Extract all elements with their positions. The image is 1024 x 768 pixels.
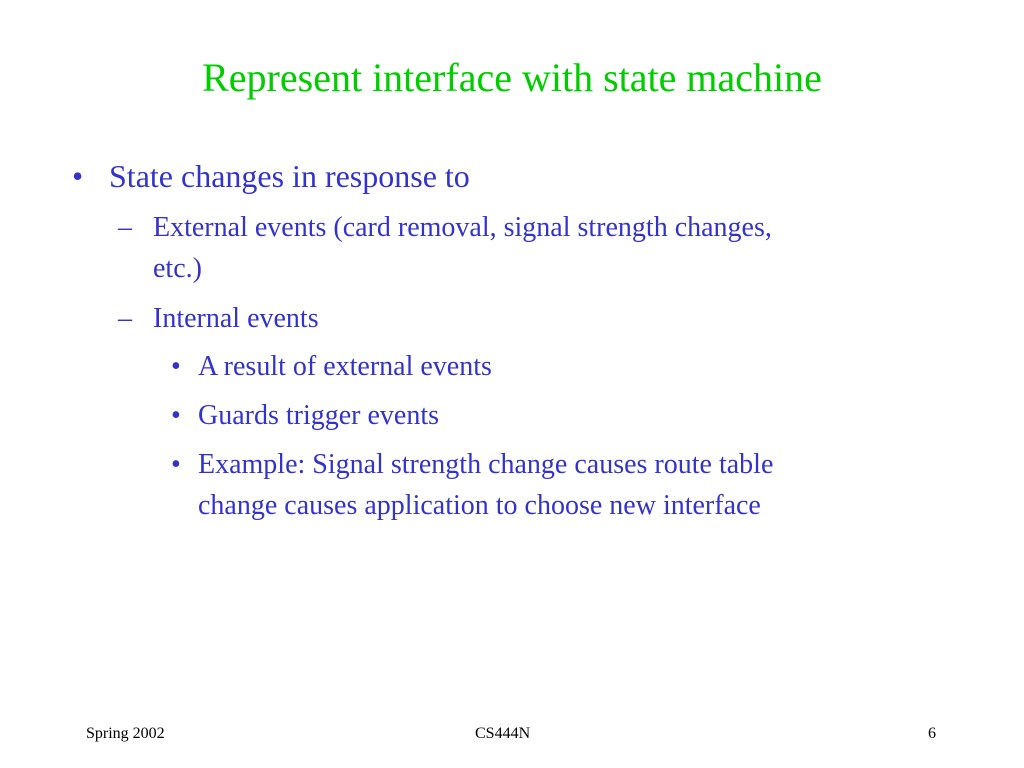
sub-bullet-text-external-events: External events (card removal, signal strength changes, [153, 212, 772, 243]
sub-sub-bullet-text-example: Example: Signal strength change causes route table [198, 449, 774, 480]
sub-sub-bullet-text-example-cont: change causes application to choose new interface [198, 490, 761, 521]
sub-sub-bullet-text-guards: Guards trigger events [198, 400, 440, 431]
sub-sub-bullet-dot: • [171, 449, 181, 480]
sub-sub-bullet-text-result: A result of external events [198, 351, 492, 382]
slide-title: Represent interface with state machine [202, 55, 822, 100]
footer-page-number: 6 [928, 725, 936, 742]
footer-date: Spring 2002 [86, 725, 165, 742]
footer-course: CS444N [475, 725, 531, 742]
sub-bullet-text-internal-events: Internal events [153, 303, 319, 334]
bullet-dot: • [72, 158, 84, 194]
sub-bullet-text-external-events-cont: etc.) [153, 253, 202, 284]
sub-sub-bullet-dot: • [171, 351, 181, 382]
sub-bullet-dash: – [118, 212, 132, 243]
sub-sub-bullet-dot: • [171, 400, 181, 431]
bullet-text-state-changes: State changes in response to [109, 158, 470, 194]
sub-bullet-dash: – [118, 303, 132, 334]
